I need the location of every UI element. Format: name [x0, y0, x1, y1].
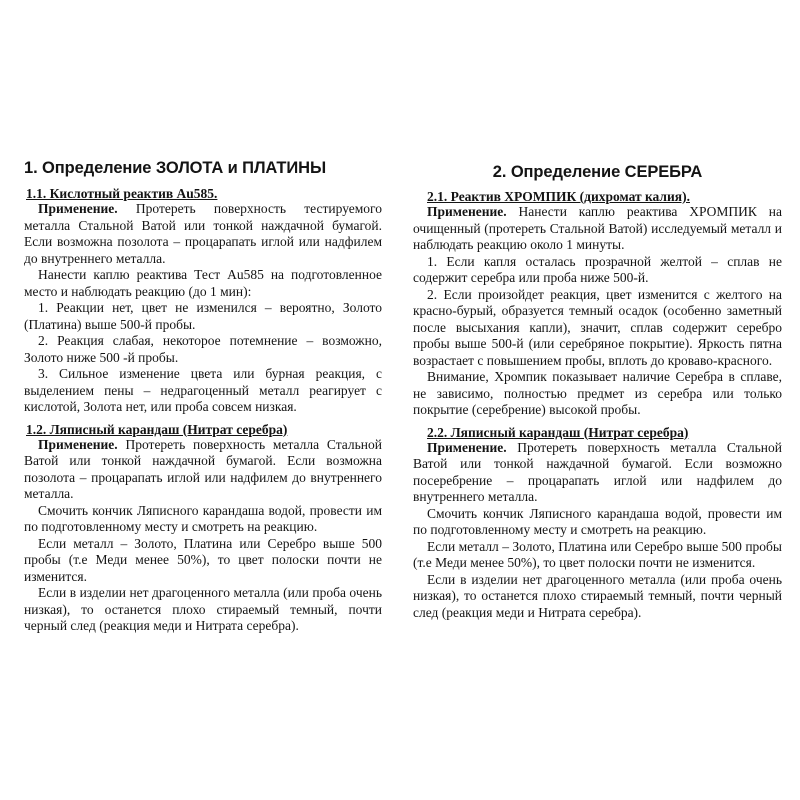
- paragraph: Если металл – Золото, Платина или Серебро выше 500 пробы (т.е Меди менее 50%), то цвет полоски почти не изменится.: [24, 535, 382, 584]
- subsection-title: 1.2. Ляписный карандаш (Нитрат серебра): [26, 421, 288, 437]
- paragraph: [24, 201, 382, 267]
- paragraph: [24, 437, 382, 503]
- lead-label: Применение.: [38, 201, 118, 216]
- paragraph: Смочить кончик Ляписного карандаша водой, провести им по подготовленному месту и смотреть на реакцию.: [413, 505, 782, 537]
- paragraph: 2. Если произойдет реакция, цвет изменится с желтого на красно-бурый, образуется темный осадок (особенно заметный после высыхания капли), значит, сплав содержит серебро пробы выше 500-й (или серебряное покрытие). Яркость пятна возрастает с повышением пробы, вплоть до кроваво-красного.: [413, 286, 782, 368]
- paragraph: [413, 440, 782, 506]
- section-heading: 1. Определение ЗОЛОТА и ПЛАТИНЫ: [24, 159, 327, 177]
- section-heading: 2. Определение СЕРЕБРА: [492, 163, 703, 181]
- lead-label: Применение.: [38, 436, 118, 452]
- paragraph: 1. Реакции нет, цвет не изменился – вероятно, Золото (Платина) выше 500-й пробы.: [24, 300, 382, 332]
- paragraph: Если в изделии нет драгоценного металла (или проба очень низкая), то останется плохо стираемый темный, почти черный след (реакция меди и Нитрата серебра).: [24, 585, 382, 633]
- lead-label: Применение.: [427, 204, 507, 219]
- subsection-title: 2.2. Ляписный карандаш (Нитрат серебра): [427, 424, 689, 440]
- lead-label: Применение.: [427, 439, 507, 455]
- paragraph-text: Нанести каплю реактива ХРОМПИК на очищенный (протереть Стальной Ватой) исследуемый металл и наблюдать реакцию около 1 минуты.: [413, 204, 782, 252]
- paragraph: [413, 204, 782, 254]
- paragraph-text: Протереть поверхность тестируемого металла Стальной Ватой или тонкой наждачной бумагой. Если возможна позолота – процарапать иглой или надфилем до внутреннего металла.: [24, 201, 383, 266]
- paragraph: Если в изделии нет драгоценного металла (или проба очень низкая), то останется плохо стираемый темный, почти черный след (реакция меди и Нитрата серебра).: [413, 571, 782, 620]
- gold-platinum-section: [24, 155, 382, 635]
- paragraph-text: Протереть поверхность металла Стальной Ватой или тонкой наждачной бумагой. Если возможно посеребрение – процарапать иглой или надфилем до внутреннего металла.: [413, 439, 782, 504]
- paragraph: Смочить кончик Ляписного карандаша водой, провести им по подготовленному месту и смотреть на реакцию.: [24, 502, 382, 534]
- paragraph: Внимание, Хромпик показывает наличие Серебра в сплаве, не зависимо, полностью предмет из серебра или только покрытие (серебрение) высокой пробы.: [413, 369, 782, 417]
- paragraph: Если металл – Золото, Платина или Серебро выше 500 пробы (т.е Меди менее 50%), то цвет полоски почти не изменится.: [413, 538, 782, 570]
- silver-section: [413, 155, 782, 621]
- paragraph-text: Протереть поверхность металла Стальной Ватой или тонкой наждачной бумагой. Если возможна позолота – процарапать иглой или надфилем до внутреннего металла.: [24, 436, 382, 501]
- paragraph: 1. Если капля осталась прозрачной желтой – сплав не содержит серебра или проба ниже 500-й.: [413, 253, 782, 285]
- paragraph: Нанести каплю реактива Тест Au585 на подготовленное место и наблюдать реакцию (до 1 мин):: [24, 267, 382, 299]
- subsection-title: 2.1. Реактив ХРОМПИК (дихромат калия).: [427, 189, 690, 204]
- paragraph: 3. Сильное изменение цвета или бурная реакция, с выделением пены – недрагоценный металл реагирует с кислотой, Золота нет, или проба совсем низкая.: [24, 366, 382, 414]
- paragraph: 2. Реакция слабая, некоторое потемнение – возможно, Золото ниже 500 -й пробы.: [24, 333, 382, 365]
- subsection-title: 1.1. Кислотный реактив Au585.: [26, 186, 218, 201]
